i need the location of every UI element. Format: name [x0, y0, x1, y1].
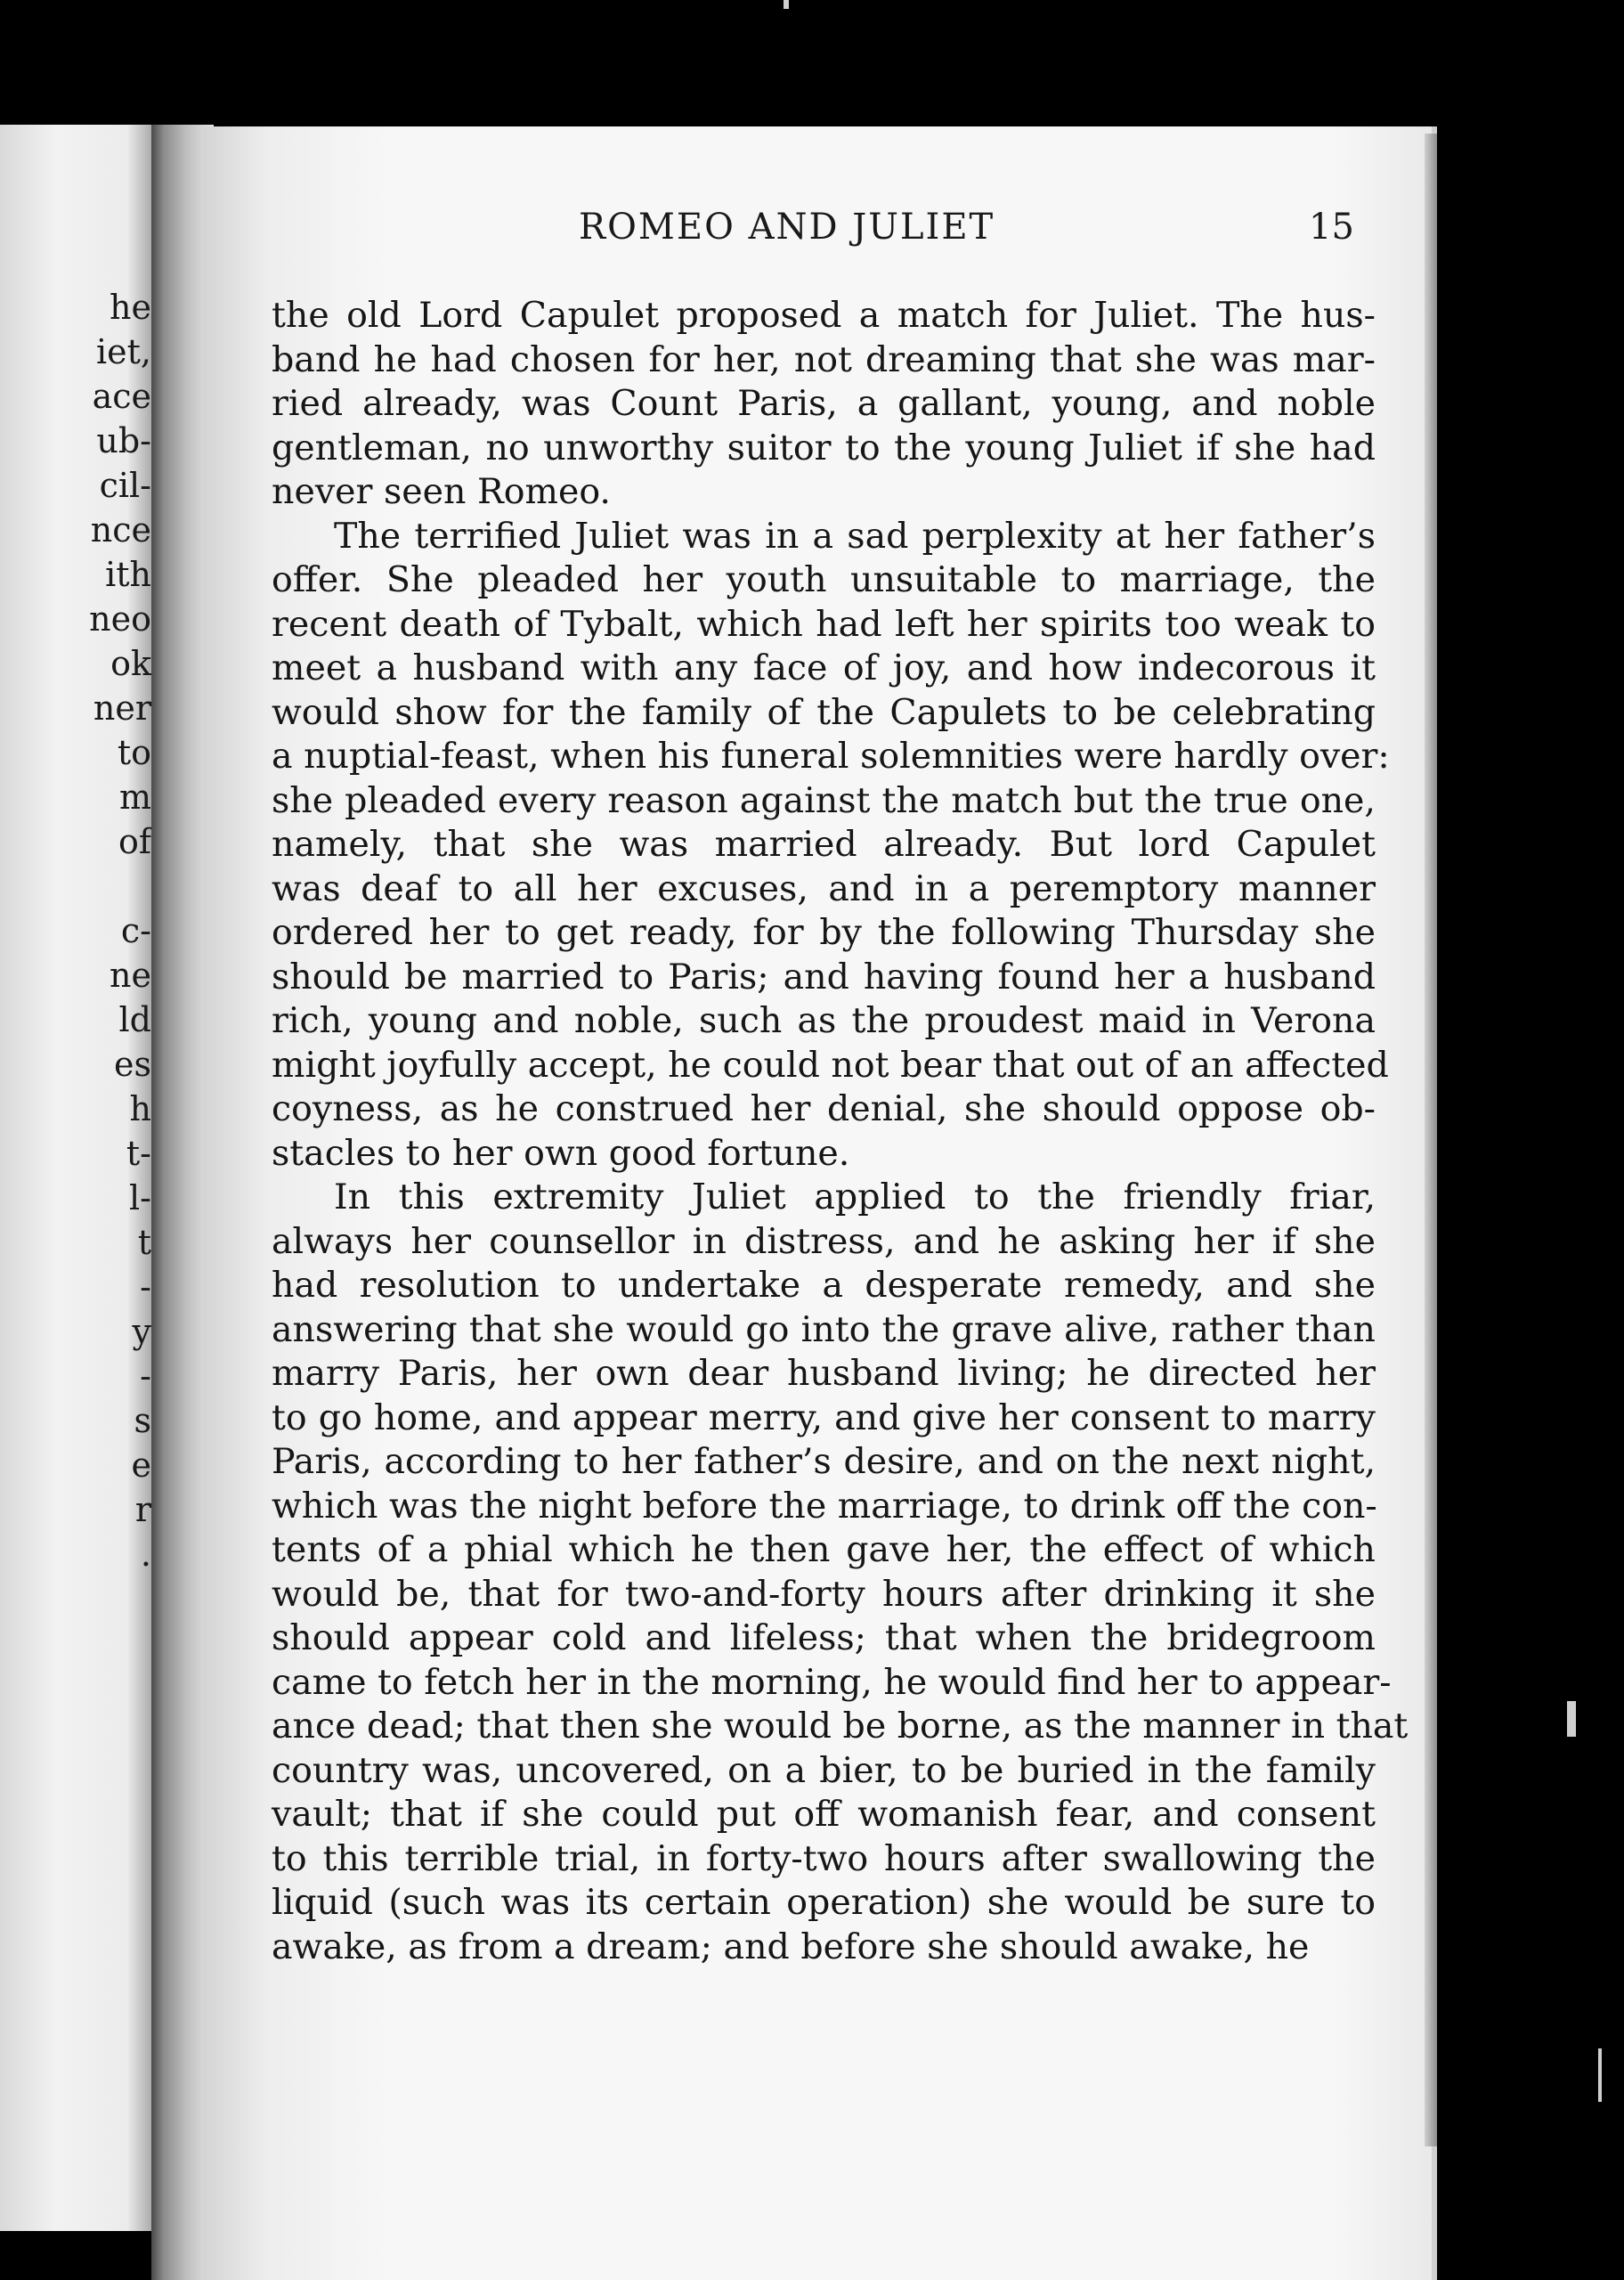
text-line: gentleman, no unworthy suitor to the young Juliet if she had: [272, 427, 1376, 468]
text-line: came to fetch her in the morning, he would find her to appear-: [272, 1661, 1392, 1703]
text-line: ance dead; that then she would be borne, as the manner in that: [272, 1706, 1409, 1747]
text-line: had resolution to undertake a desperate remedy, and she: [272, 1265, 1376, 1306]
previous-page-fragment: to: [117, 733, 151, 772]
previous-page-fragment: cil-: [99, 466, 151, 505]
previous-page-fragment: e: [131, 1445, 151, 1485]
text-line: marry Paris, her own dear husband living; he directed her: [272, 1353, 1376, 1394]
body-text: [272, 294, 1409, 1969]
previous-page-fragment: -: [140, 1356, 151, 1396]
previous-page-fragment: ne: [110, 956, 151, 995]
previous-page-fragment: [0, 864, 158, 908]
previous-page-fragment: nce: [90, 510, 151, 550]
text-line: offer. She pleaded her youth unsuitable to marriage, the: [272, 559, 1376, 600]
text-line: namely, that she was married already. But lord Capulet: [272, 824, 1376, 865]
text-line: which was the night before the marriage, to drink off the con-: [272, 1485, 1377, 1527]
text-line: coyness, as he construed her denial, she should oppose ob-: [272, 1088, 1376, 1129]
scan-speck: [1567, 1701, 1576, 1737]
previous-page-fragment: ace: [92, 377, 151, 416]
text-line: would show for the family of the Capulets to be celebrating: [272, 691, 1376, 733]
previous-page-fragment: ld: [118, 1000, 151, 1039]
previous-page-fragment: .: [140, 1535, 151, 1574]
text-line: to this terrible trial, in forty-two hours after swallowing the: [272, 1837, 1376, 1879]
previous-page-fragment: ner: [93, 688, 151, 728]
scan-speck: [1598, 2048, 1602, 2102]
page-edge-shadow: [1425, 134, 1437, 2146]
text-line: liquid (such was its certain operation) she would be sure to: [272, 1882, 1376, 1923]
text-line: she pleaded every reason against the match but the true one,: [272, 779, 1376, 821]
text-line: country was, uncovered, on a bier, to be buried in the family: [272, 1749, 1376, 1791]
scan-speck: [784, 0, 789, 9]
text-line: recent death of Tybalt, which had left her spirits too weak to: [272, 603, 1376, 645]
text-line: should appear cold and lifeless; that when the bridegroom: [272, 1617, 1376, 1658]
text-line: answering that she would go into the grave alive, rather than: [272, 1308, 1376, 1350]
text-line: should be married to Paris; and having found her a husband: [272, 956, 1376, 998]
previous-page-fragment: h: [129, 1089, 151, 1128]
text-line: In this extremity Juliet applied to the friendly friar,: [334, 1177, 1376, 1217]
page-number: 15: [1309, 207, 1354, 248]
text-line: might joyfully accept, he could not bear that out of an affected: [272, 1044, 1389, 1086]
text-line: vault; that if she could put off womanish fear, and consent: [272, 1794, 1376, 1835]
previous-page-edge: [0, 125, 158, 2231]
text-line: awake, as from a dream; and before she should awake, he: [272, 1926, 1310, 1967]
previous-page-fragment: iet,: [96, 332, 151, 371]
previous-page-fragment: he: [110, 288, 151, 327]
previous-page-fragment: m: [118, 778, 151, 817]
text-line: ordered her to get ready, for by the following Thursday she: [272, 912, 1376, 953]
text-line: band he had chosen for her, not dreaming that she was mar-: [272, 338, 1376, 380]
text-line: The terrified Juliet was in a sad perplexity at her father’s: [334, 515, 1376, 557]
previous-page-fragment: ok: [110, 644, 151, 683]
previous-page-fragment: s: [134, 1401, 151, 1440]
text-line: stacles to her own good fortune.: [272, 1132, 850, 1174]
previous-page-fragment: t: [137, 1223, 151, 1262]
text-line: always her counsellor in distress, and he asking her if she: [272, 1220, 1376, 1262]
text-line: a nuptial-feast, when his funeral solemnities were hardly over:: [272, 736, 1390, 777]
previous-page-fragment: ub-: [96, 421, 151, 460]
previous-page-fragment: es: [114, 1045, 151, 1084]
text-line: ried already, was Count Paris, a gallant, young, and noble: [272, 383, 1376, 424]
text-line: was deaf to all her excuses, and in a peremptory manner: [272, 867, 1376, 909]
previous-page-fragment: of: [118, 822, 151, 861]
previous-page-fragment: y: [132, 1312, 151, 1351]
text-line: tents of a phial which he then gave her, the effect of which: [272, 1529, 1376, 1570]
previous-page-fragment: neo: [89, 599, 151, 639]
text-line: meet a husband with any face of joy, and how indecorous it: [272, 647, 1376, 688]
previous-page-fragment: -: [140, 1267, 151, 1307]
previous-page-text-fragments: [0, 285, 158, 1576]
previous-page-fragment: r: [134, 1490, 151, 1529]
text-line: the old Lord Capulet proposed a match for Juliet. The hus-: [272, 295, 1376, 336]
text-line: to go home, and appear merry, and give her consent to marry: [272, 1396, 1376, 1438]
text-line: would be, that for two-and-forty hours after drinking it she: [272, 1573, 1376, 1615]
previous-page-fragment: t-: [126, 1134, 151, 1173]
running-head: ROMEO AND JULIET: [579, 207, 995, 248]
previous-page-fragment: c-: [120, 911, 151, 950]
previous-page-fragment: l-: [129, 1178, 151, 1217]
text-line: Paris, according to her father’s desire, and on the next night,: [272, 1441, 1376, 1482]
text-line: never seen Romeo.: [272, 471, 611, 512]
previous-page-fragment: ith: [105, 555, 151, 594]
text-line: rich, young and noble, such as the proudest maid in Verona: [272, 1000, 1376, 1041]
